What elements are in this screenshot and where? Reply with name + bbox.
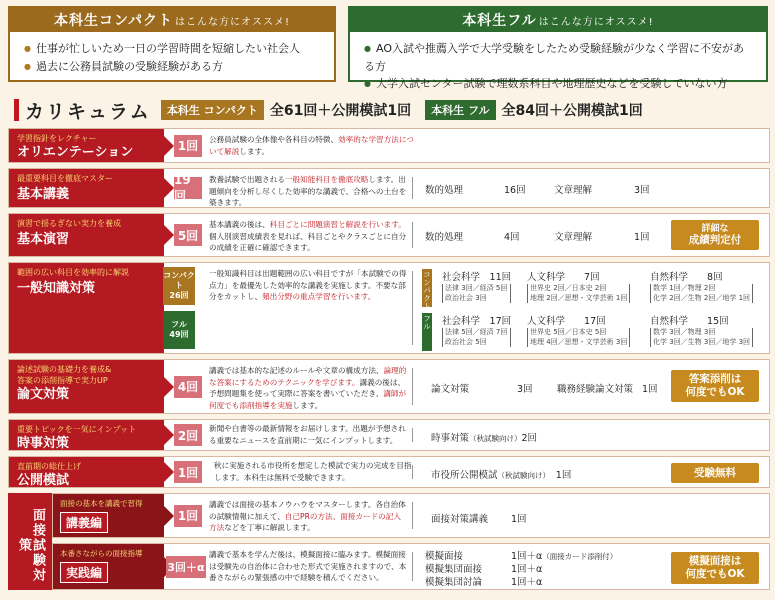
session-count: 1回: [174, 135, 202, 157]
row-label: [9, 263, 164, 353]
badge-essay: 答案添削は 何度でもOK: [671, 370, 759, 402]
row-subtitle: 答案の添削指導で実力UP: [17, 376, 108, 385]
row-description: 講義では基本的な記述のルールや文章の構成方法、論理的な答案にするためのテクニックを学びます。講義の後は、予想問題集を使って実際に答案を書いていただき、講師が何度でも添削指導を実施します。: [209, 366, 407, 410]
row-mock-exam: [8, 456, 770, 488]
divider: [412, 271, 413, 345]
full-recommend-box: [348, 6, 768, 90]
row-description: 新聞や白書等の最新情報をお届けします。出題が予想される重要なニュースを直前期に一気にインプットします。: [209, 424, 406, 445]
row-name: 論文対策: [17, 387, 70, 402]
session-count: 2回: [174, 424, 202, 446]
row-subtitle: 面接の基本を講義で習得: [60, 499, 143, 508]
full-recommend-list: [350, 32, 766, 101]
arrow-icon: [164, 506, 174, 526]
subject-name: 模擬集団討論: [425, 577, 483, 588]
session-count: 5回: [174, 224, 202, 246]
compact-suffix: はこんな方にオススメ!: [175, 16, 290, 28]
row-description: 公務員試験の全体像や各科目の特徴、効率的な学習方法について解説します。: [209, 135, 414, 156]
compact-subjects: [422, 269, 762, 311]
arrow-icon: [164, 377, 174, 397]
session-count: 3回＋α: [166, 556, 206, 578]
row-interview-practice: [52, 543, 770, 590]
compact-count-box: コンパクト 26回: [163, 267, 195, 305]
subject-count: 4回: [504, 232, 520, 243]
divider: [412, 428, 413, 442]
divider: [412, 552, 413, 581]
arrow-icon: [164, 178, 174, 198]
compact-recommend-header: [10, 8, 334, 32]
row-general-knowledge: [8, 262, 770, 354]
row-label: [53, 544, 164, 589]
row-label: [9, 169, 164, 207]
subject-name: 面接対策講義: [431, 514, 489, 525]
row-name: 公開模試: [17, 473, 70, 488]
subject-col: 人文科学 7回 世界史 2回／日本史 2回 地理 2回／思想・文学芸術 1回: [527, 269, 630, 303]
heading-bar: [14, 99, 19, 121]
divider: [412, 368, 413, 405]
row-subtitle: 最重要科目を徹底マスター: [17, 174, 113, 183]
arrow-icon: [164, 462, 174, 482]
arrow-icon: [164, 425, 174, 445]
compact-recommend-list: [10, 32, 334, 84]
row-label: [9, 420, 164, 450]
subject-name: 文章理解: [554, 232, 593, 243]
compact-tag: 本科生 コンパクト: [161, 100, 264, 120]
subject-count: 1回＋α（面接カード添削付）: [511, 551, 618, 562]
list-item: ● AO入試や推薦入学で大学受験をしたため受験経験が少なく学習に不安がある方: [364, 40, 752, 75]
full-count-box: フル 49回: [163, 311, 195, 349]
subject-col: 自然科学 8回 数学 1回／物理 2回 化学 2回／生物 2回／地学 1回: [650, 269, 753, 303]
subject-col: 人文科学 17回 世界史 5回／日本史 5回 地理 4回／思想・文学芸術 3回: [527, 313, 630, 347]
row-name: 時事対策: [17, 436, 70, 451]
row-subtitle: 直前期の総仕上げ: [17, 462, 81, 471]
full-recommend-header: [350, 8, 766, 32]
subject-count: 1回: [511, 514, 527, 525]
row-label: [9, 214, 164, 256]
row-subtitle: 範囲の広い科目を効率的に解説: [17, 268, 129, 277]
full-tag: 本科生 フル: [425, 100, 495, 120]
full-subjects: [422, 313, 762, 351]
subject-name: 数的処理: [425, 232, 464, 243]
full-title: 本科生フル: [462, 13, 537, 29]
subject-col: 自然科学 15回 数学 3回／物理 3回 化学 3回／生物 3回／地学 3回: [650, 313, 753, 347]
session-count: 1回: [174, 461, 202, 483]
subject-name: 職務経験論文対策: [557, 384, 634, 395]
row-name: 基本演習: [17, 232, 70, 247]
compact-recommend-box: [8, 6, 336, 82]
row-subtitle: 本番さながらの面接指導: [60, 549, 143, 558]
subject-line: 時事対策（秋試験向け）2回: [431, 433, 538, 444]
row-current-affairs: [8, 419, 770, 451]
subject-col: 社会科学 11回 法律 3回／経済 5回 政治社会 3回: [442, 272, 512, 302]
row-description: 基本講義の後は、科目ごとに問題演習と解説を行います。個人別演習成績表を見れば、科目ごとやクラスごとに自分の成績を正確に確認できます。: [209, 220, 407, 252]
row-pill: 講義編: [60, 512, 108, 533]
session-count: 4回: [174, 376, 202, 398]
subject-count: 1回: [642, 384, 658, 395]
arrow-icon: [164, 225, 174, 245]
row-description: 教養試験で出題される一般知能科目を徹底攻略します。出題傾向を分析し尽くした効率的な講義で、合格への土台を築きます。: [209, 175, 407, 207]
row-basic-exercise: [8, 213, 770, 257]
arrow-icon: [164, 136, 174, 156]
compact-total: 全61回＋公開模試1回: [269, 103, 412, 119]
row-orientation: [8, 128, 770, 163]
row-name: 一般知識対策: [17, 281, 96, 296]
divider: [412, 177, 413, 199]
interview-side-label: [8, 493, 52, 590]
divider: [412, 465, 413, 479]
row-description: 講義では面接の基本ノウハウをマスターします。各自治体の試験情報に加えて、自己PRの方法、面接カードの記入方法などを丁寧に解説します。: [209, 500, 406, 532]
row-basic-lecture: [8, 168, 770, 208]
subject-count: 16回: [504, 185, 526, 196]
subject-name: 模擬集団面接: [425, 564, 483, 575]
row-essay: [8, 359, 770, 414]
subject-col: 社会科学 17回 法律 5回／経済 7回 政治社会 5回: [442, 316, 512, 346]
row-label: [53, 494, 164, 537]
subject-name: 模擬面接: [425, 551, 464, 562]
row-subtitle: 論述試験の基礎力を養成&: [17, 365, 112, 374]
subject-count: 1回＋α: [511, 564, 543, 575]
row-subtitle: 学習指針をレクチャー: [17, 134, 97, 143]
list-item: ● 大学入試センター試験で理数系科目や地理歴史などを受験していない方: [364, 75, 752, 93]
badge-interview: 模擬面接は 何度でもOK: [671, 552, 759, 584]
row-pill: 実践編: [60, 562, 108, 583]
subject-name: 論文対策: [431, 384, 470, 395]
compact-title: 本科生コンパクト: [54, 13, 174, 29]
subject-name: 文章理解: [554, 185, 593, 196]
row-description: 講義で基本を学んだ後は、模擬面接に臨みます。模擬面接は受験先の自治体に合わせた形式で実施されますので、本番さながらの緊張感の中で経験を積んでください。: [209, 550, 407, 582]
row-subtitle: 演習で揺るぎない実力を養成: [17, 219, 121, 228]
curriculum-title: カリキュラム: [25, 100, 151, 123]
compact-vertical-label: コンパクト: [423, 270, 431, 311]
badge-grade: 詳細な 成績判定付: [671, 220, 759, 250]
full-suffix: はこんな方にオススメ!: [538, 16, 654, 28]
subject-name: 数的処理: [425, 185, 464, 196]
divider: [412, 222, 413, 248]
full-vertical-label: フル: [422, 313, 432, 351]
row-label: [9, 457, 164, 487]
subject-line: 市役所公開模試（秋試験向け） 1回: [431, 470, 572, 481]
divider: [412, 502, 413, 529]
row-name: オリエンテーション: [17, 145, 134, 160]
row-label: [9, 129, 164, 162]
curriculum-heading: [14, 98, 657, 122]
session-count: 19回: [174, 177, 202, 199]
row-description: 一般知識科目は出題範囲の広い科目ですが「本試験での得点力」を最優先した効率的な講義を実施します。不要な部分をカットし、頻出分野の重点学習を行います。: [209, 269, 407, 301]
subject-count: 3回: [634, 185, 650, 196]
subject-count: 3回: [517, 384, 533, 395]
row-name: 基本講義: [17, 187, 70, 202]
subject-count: 1回: [634, 232, 650, 243]
row-label: [9, 360, 164, 413]
row-subtitle: 重要トピックを一気にインプット: [17, 425, 137, 434]
row-description: 秋に実施される市役所を想定した模試で実力の完成を目指します。本科生は無料で受験できます。: [214, 461, 412, 482]
interview-side-text: 面接試験対策: [16, 508, 45, 583]
list-item: ● 過去に公務員試験の受験経験がある方: [24, 58, 320, 76]
badge-free: 受験無料: [671, 463, 759, 483]
list-item: ● 仕事が忙しいため一日の学習時間を短縮したい社会人: [24, 40, 320, 58]
session-count: 1回: [174, 505, 202, 527]
row-interview-lecture: [52, 493, 770, 538]
full-total: 全84回＋公開模試1回: [501, 103, 643, 119]
subject-count: 1回＋α: [511, 577, 543, 588]
